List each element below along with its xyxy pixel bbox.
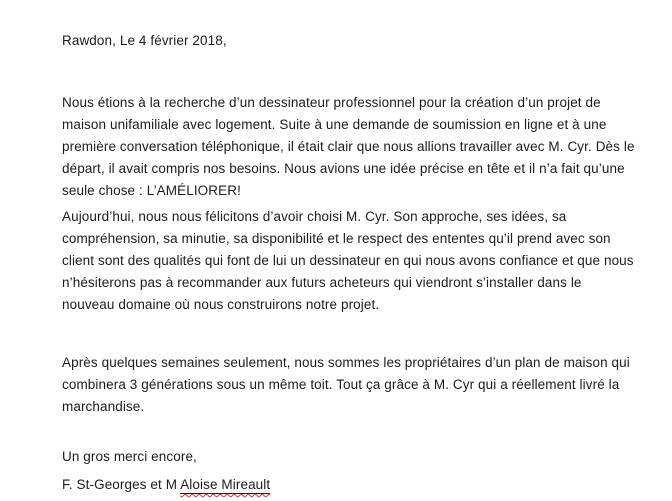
letter-paragraph-2: Aujourd’hui, nous nous félicitons d’avoir choisi M. Cyr. Son approche, ses idées, sa compréhension, sa minutie, sa disponibilité et le respect des ententes qu’il prend avec son client sont des qualités qui font de lui un dessinateur en qui nous avons confiance et que nous n’hésiterons pas à recommander aux futurs acheteurs qui viendront s’installer dans le nouveau domaine où nous construirons notre projet. — [62, 209, 634, 312]
closing-line: Un gros merci encore, — [62, 449, 197, 464]
letter-paragraph-3: Après quelques semaines seulement, nous sommes les propriétaires d’un plan de maison qui combinera 3 générations sous un même toit. Tout ça grâce à M. Cyr qui a réellement livré la marchandise. — [62, 355, 630, 414]
signature-underlined-name: Aloise Mireault — [180, 477, 271, 492]
letter-paragraph-1: Nous étions à la recherche d’un dessinateur professionnel pour la création d’un projet de maison unifamiliale avec logement. Suite à une demande de soumission en ligne et à une première conversation téléphonique, il était clair que nous allions travailler avec M. Cyr. Dès le départ, il avait compris nos besoins. Nous avions une idée précise en tête et il n’a fait qu’une seule chose : L’AMÉLIORER! — [62, 95, 635, 198]
signature-line — [62, 474, 636, 496]
date-line: Rawdon, Le 4 février 2018, — [62, 33, 227, 48]
signature-prefix: F. St-Georges et M — [62, 477, 181, 492]
